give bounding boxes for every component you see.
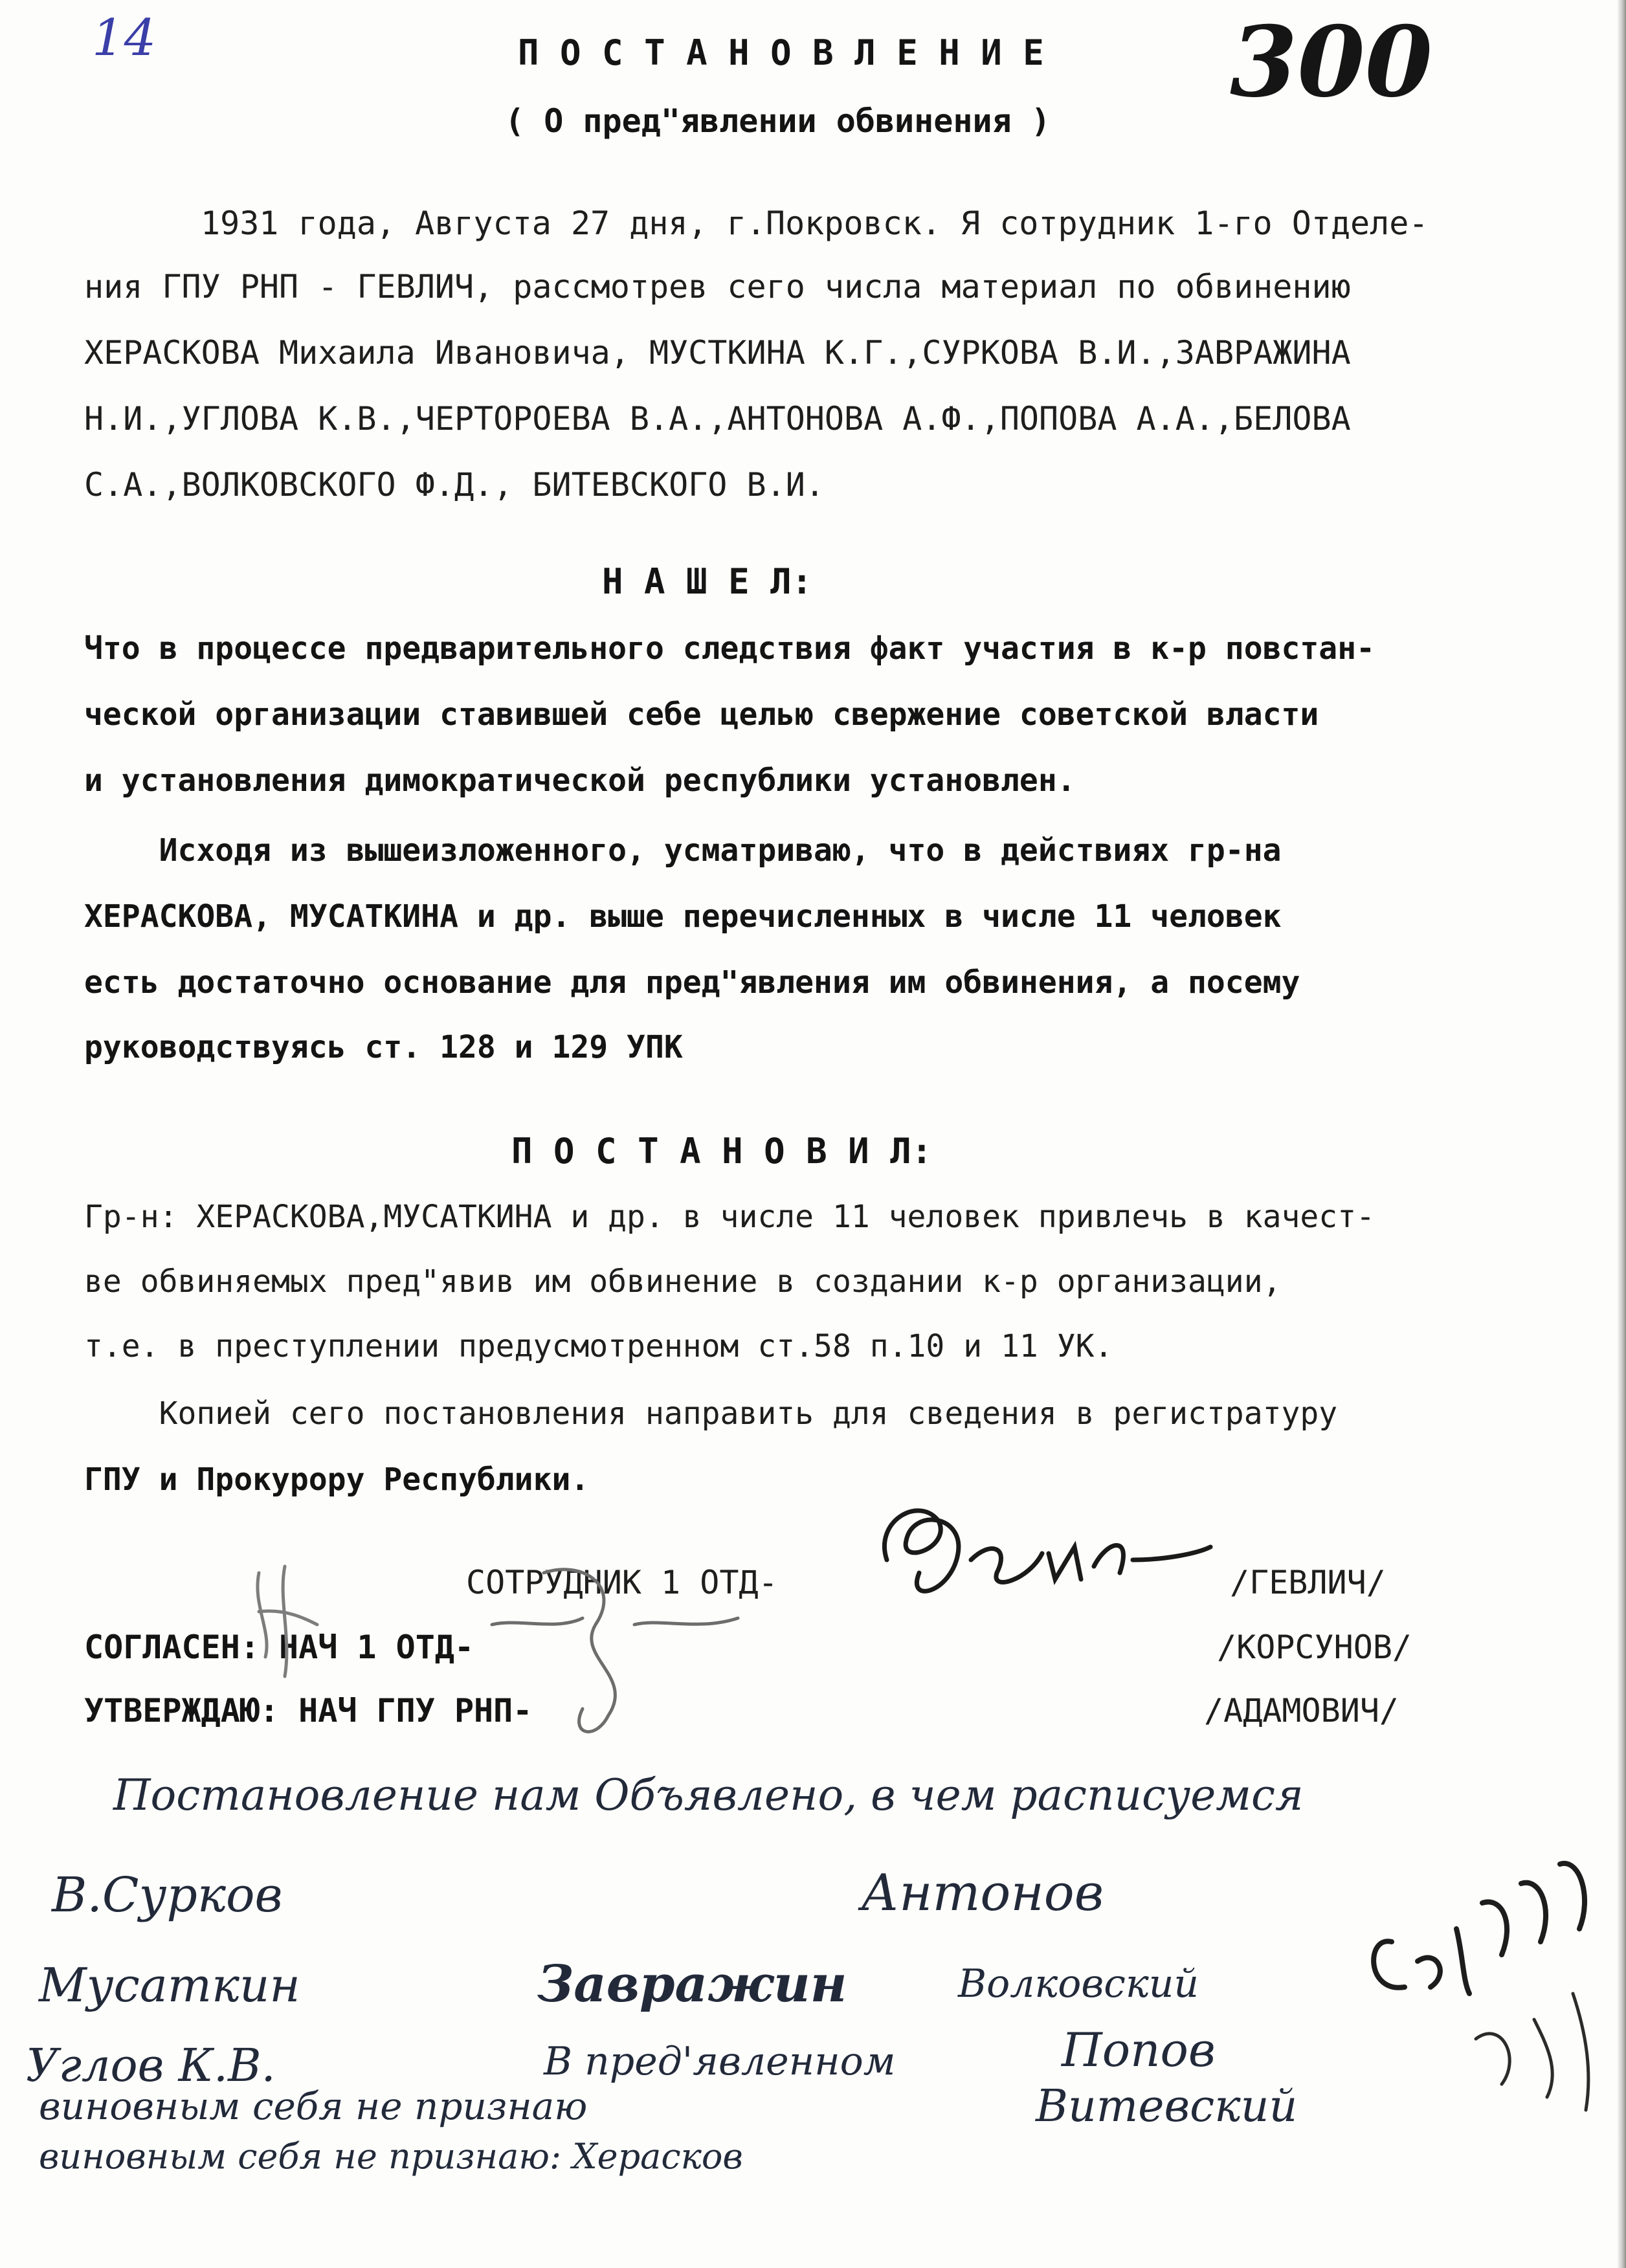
handwritten-note: В пред'явленном (544, 2039, 896, 2084)
found-heading: Н А Ш Е Л: (602, 561, 813, 602)
resolved-line: Копией сего постановления направить для сведения в регистратуру (84, 1395, 1338, 1432)
resolved-line: ГПУ и Прокурору Республики. (84, 1462, 590, 1498)
intro-line: ХЕРАСКОВА Михаила Ивановича, МУСТКИНА К.Г.,СУРКОВА В.И.,ЗАВРАЖИНА (84, 334, 1351, 372)
signature-role: СОГЛАСЕН: НАЧ 1 ОТД- (84, 1629, 474, 1666)
resolved-line: Гр-н: ХЕРАСКОВА,МУСАТКИНА и др. в числе 11 человек привлечь в качест- (84, 1199, 1375, 1235)
found-line: Что в процессе предварительного следствия факт участия в к-р повстан- (84, 630, 1375, 667)
handwritten-signature: Антонов (861, 1864, 1104, 1922)
found-line: ческой организации ставившей себе целью свержение советской власти (84, 696, 1319, 733)
found-line: и установления димократической республики установлен. (84, 762, 1076, 799)
found-line: ХЕРАСКОВА, МУСАТКИНА и др. выше перечисленных в числе 11 человек (84, 898, 1282, 935)
document-title: П О С Т А Н О В Л Е Н И Е (518, 32, 1044, 73)
handwritten-signature: Волковский (958, 1961, 1199, 2007)
signature-role: УТВЕРЖДАЮ: НАЧ ГПУ РНП- (84, 1692, 533, 1729)
handwritten-signature: Попов (1062, 2023, 1216, 2077)
handwritten-signature: Витевский (1036, 2081, 1298, 2132)
handwritten-signature: В.Сурков (52, 1867, 283, 1923)
signature-name: /АДАМОВИЧ/ (1204, 1692, 1399, 1729)
intro-line: Н.И.,УГЛОВА К.В.,ЧЕРТОРОЕВА В.А.,АНТОНОВА А.Ф.,ПОПОВА А.А.,БЕЛОВА (84, 400, 1351, 438)
handwritten-signature: Завражин (537, 1955, 847, 2014)
page-number: 14 (92, 9, 157, 67)
handwritten-note: виновным себя не признаю: Херасков (39, 2136, 743, 2177)
handwritten-note: виновным себя не признаю (39, 2084, 588, 2128)
resolved-heading: П О С Т А Н О В И Л: (511, 1131, 933, 1172)
margin-signature (1353, 1825, 1612, 2149)
scan-edge (1617, 0, 1626, 2268)
found-line: есть достаточно основание для пред"явления им обвинения, а посему (84, 964, 1300, 1001)
document-subtitle: ( О пред"явлении обвинения ) (505, 102, 1051, 140)
signature-role: СОТРУДНИК 1 ОТД- (466, 1564, 778, 1601)
resolved-line: ве обвиняемых пред"явив им обвинение в создании к-р организации, (84, 1263, 1282, 1300)
signature-name: /КОРСУНОВ/ (1217, 1629, 1412, 1666)
found-line: Исходя из вышеизложенного, усматриваю, что в действиях гр-на (84, 832, 1282, 869)
resolved-line: т.е. в преступлении предусмотренном ст.58 п.10 и 11 УК. (84, 1328, 1113, 1364)
case-number: 300 (1230, 5, 1433, 119)
intro-line: 1931 года, Августа 27 дня, г.Покровск. Я сотрудник 1-го Отделе- (201, 205, 1429, 242)
found-line: руководствуясь ст. 128 и 129 УПК (84, 1029, 683, 1065)
gevlich-signature (861, 1482, 1223, 1631)
intro-line: ния ГПУ РНП - ГЕВЛИЧ, рассмотрев сего числа материал по обвинению (84, 268, 1351, 306)
signature-name: /ГЕВЛИЧ/ (1230, 1564, 1386, 1601)
handwritten-signature: Углов К.В. (26, 2039, 276, 2092)
handwritten-ack: Постановление нам Объявлено, в чем расписуемся (113, 1770, 1304, 1820)
intro-line: С.А.,ВОЛКОВСКОГО Ф.Д., БИТЕВСКОГО В.И. (84, 466, 825, 504)
korsunov-signature (246, 1547, 829, 1754)
handwritten-signature: Мусаткин (39, 1958, 300, 2012)
